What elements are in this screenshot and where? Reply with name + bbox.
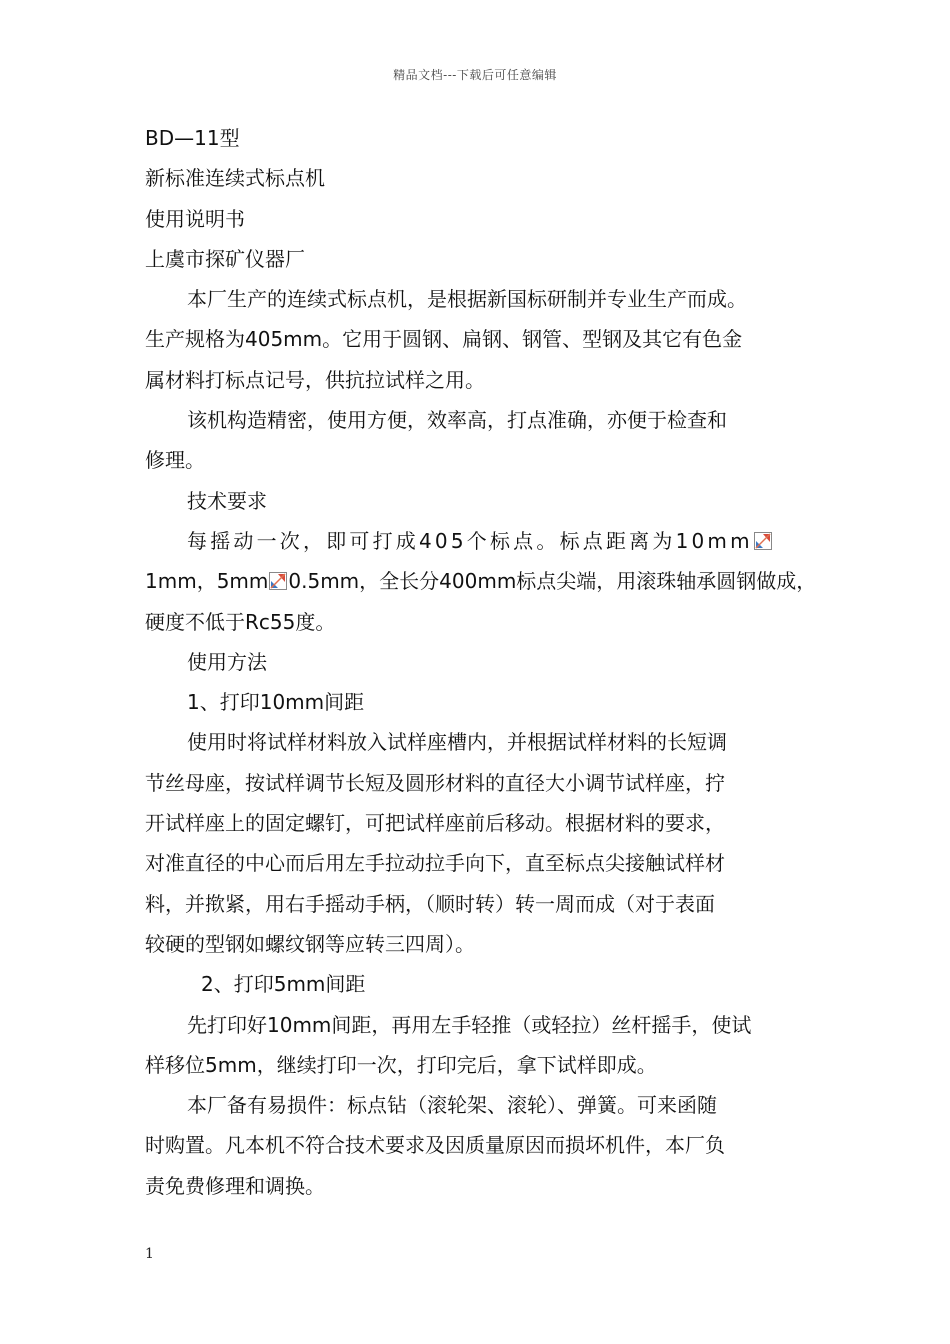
step1-line-1: 使用时将试样材料放入试样座槽内，并根据试样材料的长短调 <box>187 730 727 755</box>
step1-heading: 1、打印10mm间距 <box>187 690 365 715</box>
manufacturer-name: 上虞市探矿仪器厂 <box>145 246 305 271</box>
step1-line-3: 开试样座上的固定螺钉，可把试样座前后移动。根据材料的要求， <box>145 811 725 836</box>
tech-line-3: 硬度不低于Rc55度。 <box>145 609 336 634</box>
tech-line-1 <box>145 521 825 561</box>
broken-image-icon <box>269 572 287 590</box>
intro-line-2: 生产规格为405mm。它用于圆钢、扁钢、钢管、型钢及其它有色金 <box>145 327 743 352</box>
manual-subtitle: 使用说明书 <box>145 206 245 231</box>
tech-line-2b: 0.5mm，全长分400mm标点尖端，用滚珠轴承圆钢做成， <box>288 569 817 594</box>
step1-line-2: 节丝母座，按试样调节长短及圆形材料的直径大小调节试样座，拧 <box>145 770 725 795</box>
features-line-1: 该机构造精密，使用方便，效率高，打点准确，亦便于检查和 <box>187 408 727 433</box>
intro-line-3: 属材料打标点记号，供抗拉试样之用。 <box>145 367 485 392</box>
step2-heading: 2、打印5mm间距 <box>201 972 366 997</box>
step1-line-6: 较硬的型钢如螺纹钢等应转三四周）。 <box>145 931 475 956</box>
document-body <box>145 118 825 1206</box>
page-number: 1 <box>145 1246 154 1262</box>
intro-line-1: 本厂生产的连续式标点机，是根据新国标研制并专业生产而成。 <box>187 287 747 312</box>
step1-line-5: 料，并揿紧，用右手摇动手柄，（顺时转）转一周而成（对于表面 <box>145 891 715 916</box>
broken-image-icon <box>754 532 772 550</box>
step1-line-4: 对准直径的中心而后用左手拉动拉手向下，直至标点尖接触试样材 <box>145 851 725 876</box>
document-header: 精品文档---下载后可任意编辑 <box>393 68 557 82</box>
parts-line-2: 时购置。凡本机不符合技术要求及因质量原因而损坏机件，本厂负 <box>145 1133 725 1158</box>
step2-line-2: 样移位5mm，继续打印一次，打印完后，拿下试样即成。 <box>145 1052 657 1077</box>
tech-heading: 技术要求 <box>187 488 267 513</box>
tech-line-2a: 1mm，5mm <box>145 569 269 594</box>
tech-line-2 <box>145 561 825 601</box>
tech-line-1-text: 每摇动一次，即可打成405个标点。标点距离为10mm <box>187 528 753 553</box>
model-title: BD—11型 <box>145 126 240 150</box>
features-line-2: 修理。 <box>145 448 205 473</box>
parts-line-3: 责免费修理和调换。 <box>145 1173 325 1198</box>
usage-heading: 使用方法 <box>187 649 267 674</box>
step2-line-1: 先打印好10mm间距，再用左手轻推（或轻拉）丝杆摇手，使试 <box>187 1012 752 1037</box>
parts-line-1: 本厂备有易损件：标点钻（滚轮架、滚轮）、弹簧。可来函随 <box>187 1093 717 1118</box>
product-name: 新标准连续式标点机 <box>145 166 325 191</box>
